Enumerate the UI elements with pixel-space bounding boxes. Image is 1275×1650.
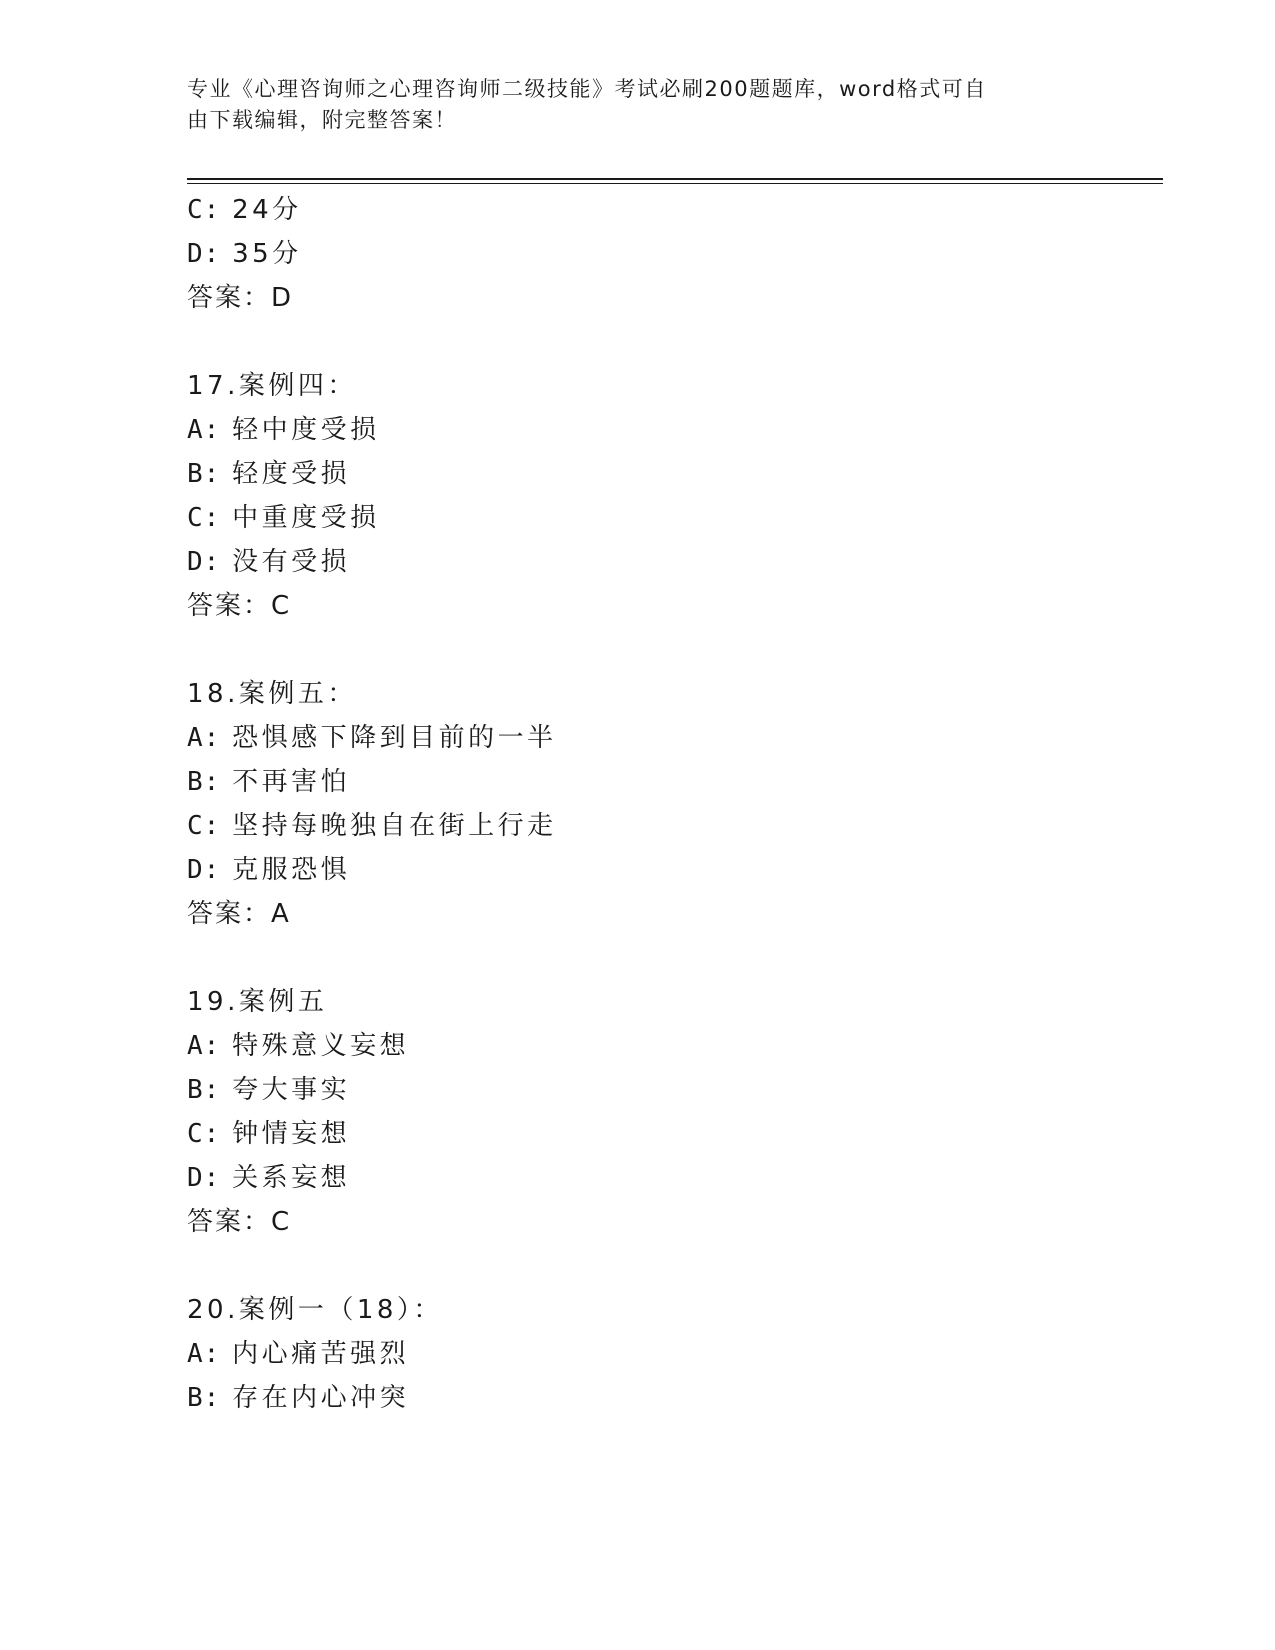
option-a: [187, 1334, 409, 1374]
option-b: [187, 762, 350, 802]
header-line-1: 专业《心理咨询师之心理咨询师二级技能》考试必刷200题题库，word格式可自: [187, 77, 987, 101]
option-key: C:: [187, 1119, 221, 1149]
answer-line: 答案：D: [187, 283, 294, 313]
option-a: [187, 1026, 409, 1066]
option-text: 内心痛苦强烈: [232, 1339, 410, 1369]
option-text: 轻中度受损: [232, 415, 380, 445]
option-text: 克服恐惧: [232, 855, 351, 885]
question-stem: 20.案例一（18）：: [187, 1295, 443, 1325]
option-c: [187, 1114, 350, 1154]
option-b: [187, 1378, 409, 1418]
option-key: D:: [187, 239, 221, 269]
option-key: C:: [187, 503, 221, 533]
option-text: 35分: [232, 239, 302, 269]
option-d: [187, 850, 350, 890]
header-divider: [187, 178, 1163, 180]
question-stem: 18.案例五：: [187, 679, 357, 709]
answer-line: 答案：C: [187, 591, 292, 621]
option-d: [187, 234, 302, 274]
option-d: [187, 1158, 350, 1198]
header-line-2: 由下载编辑，附完整答案！: [187, 108, 457, 132]
option-key: A:: [187, 1339, 221, 1369]
header-divider-thin: [187, 183, 1163, 184]
option-c: [187, 806, 557, 846]
option-d: [187, 542, 350, 582]
option-text: 钟情妄想: [232, 1119, 351, 1149]
option-text: 恐惧感下降到目前的一半: [232, 723, 557, 753]
option-text: 特殊意义妄想: [232, 1031, 410, 1061]
option-key: D:: [187, 1163, 221, 1193]
option-b: [187, 454, 350, 494]
option-text: 夸大事实: [232, 1075, 351, 1105]
question-stem: 19.案例五: [187, 987, 328, 1017]
option-key: B:: [187, 1075, 221, 1105]
option-key: D:: [187, 855, 221, 885]
option-key: D:: [187, 547, 221, 577]
answer-line: 答案：C: [187, 1207, 292, 1237]
option-text: 24分: [232, 195, 302, 225]
option-text: 中重度受损: [232, 503, 380, 533]
option-key: B:: [187, 459, 221, 489]
option-key: A:: [187, 1031, 221, 1061]
option-a: [187, 718, 557, 758]
option-key: B:: [187, 1383, 221, 1413]
option-key: A:: [187, 415, 221, 445]
option-text: 关系妄想: [232, 1163, 351, 1193]
option-key: A:: [187, 723, 221, 753]
option-c: [187, 190, 302, 230]
option-a: [187, 410, 380, 450]
option-c: [187, 498, 380, 538]
option-key: C:: [187, 195, 221, 225]
option-key: B:: [187, 767, 221, 797]
option-text: 没有受损: [232, 547, 351, 577]
option-text: 不再害怕: [232, 767, 351, 797]
question-stem: 17.案例四：: [187, 371, 357, 401]
document-header: [187, 74, 1067, 136]
option-key: C:: [187, 811, 221, 841]
option-text: 存在内心冲突: [232, 1383, 410, 1413]
option-text: 轻度受损: [232, 459, 351, 489]
option-b: [187, 1070, 350, 1110]
option-text: 坚持每晚独自在街上行走: [232, 811, 557, 841]
answer-line: 答案：A: [187, 899, 291, 929]
